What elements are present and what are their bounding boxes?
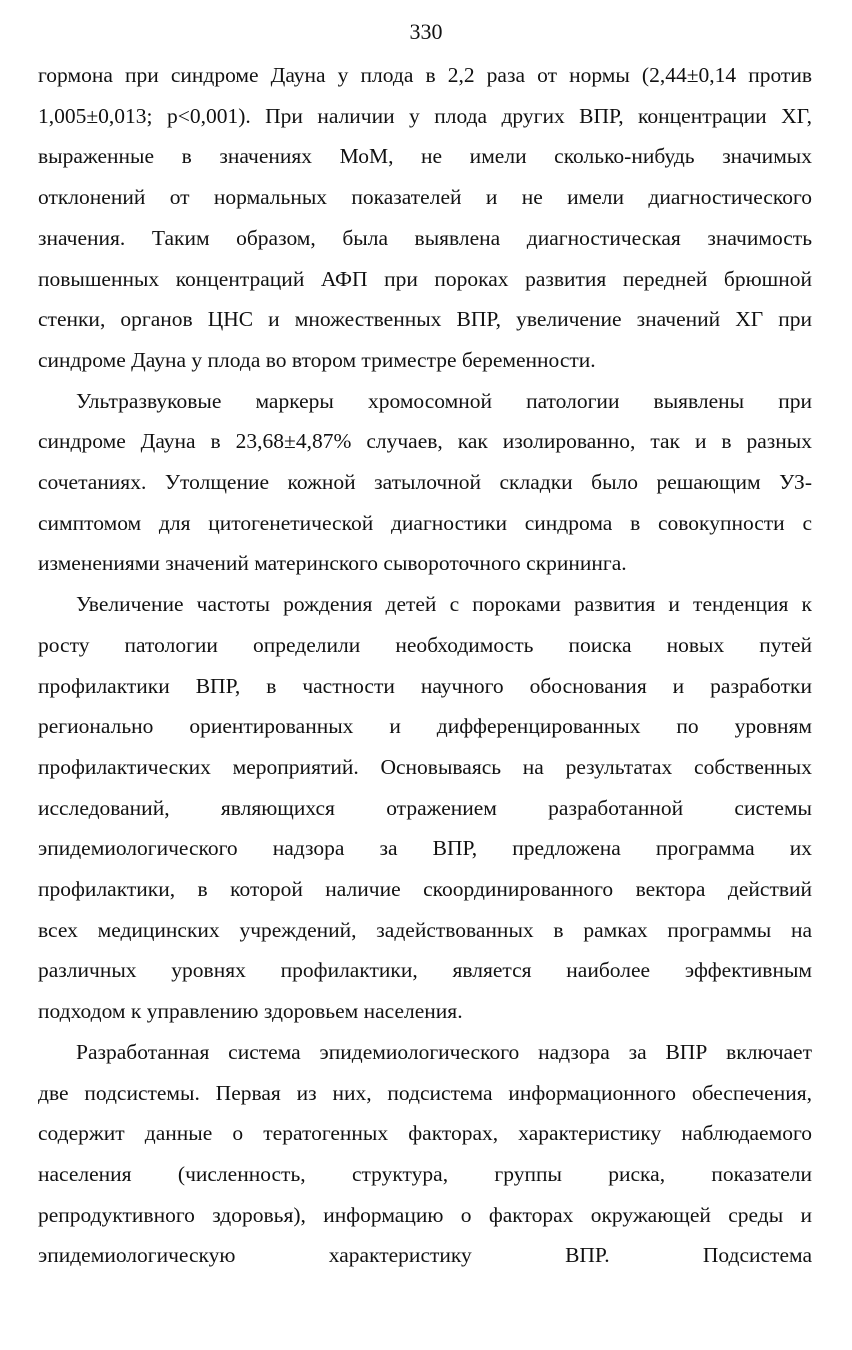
- text-line: Разработанная система эпидемиологического надзора за ВПР включает: [76, 1039, 812, 1064]
- body-text: [38, 55, 812, 1276]
- text-line: повышенных концентраций АФП при пороках развития передней брюшной: [38, 266, 812, 291]
- text-line: профилактики, в которой наличие скоординированного вектора действий: [38, 877, 812, 902]
- paragraph-4: [38, 1032, 812, 1276]
- text-line: синдроме Дауна у плода во втором триместре беременности.: [38, 347, 596, 372]
- text-line: значения. Таким образом, была выявлена диагностическая значимость: [38, 225, 812, 250]
- text-line: 1,005±0,013; p<0,001). При наличии у плода других ВПР, концентрации ХГ,: [38, 103, 812, 128]
- text-line: профилактики ВПР, в частности научного обоснования и разработки: [38, 673, 812, 698]
- text-line: синдроме Дауна в 23,68±4,87% случаев, как изолированно, так и в разных: [38, 429, 812, 454]
- text-line: Увеличение частоты рождения детей с пороками развития и тенденция к: [76, 592, 812, 617]
- text-line: сочетаниях. Утолщение кожной затылочной складки было решающим УЗ-: [38, 470, 812, 495]
- text-line: стенки, органов ЦНС и множественных ВПР, увеличение значений ХГ при: [38, 307, 812, 332]
- text-line: изменениями значений материнского сывороточного скрининга.: [38, 551, 627, 576]
- text-line: исследований, являющихся отражением разработанной системы: [38, 795, 812, 820]
- paragraph-3: [38, 584, 812, 1032]
- text-line: Ультразвуковые маркеры хромосомной патологии выявлены при: [76, 388, 812, 413]
- text-line: всех медицинских учреждений, задействованных в рамках программы на: [38, 917, 812, 942]
- paragraph-1: [38, 55, 812, 381]
- text-line: населения (численность, структура, группы риска, показатели: [38, 1161, 812, 1186]
- text-line: эпидемиологического надзора за ВПР, предложена программа их: [38, 836, 812, 861]
- page-number: 330: [409, 19, 443, 44]
- text-line: содержит данные о тератогенных факторах, характеристику наблюдаемого: [38, 1121, 812, 1146]
- text-line: гормона при синдроме Дауна у плода в 2,2 раза от нормы (2,44±0,14 против: [38, 63, 812, 87]
- text-line: симптомом для цитогенетической диагностики синдрома в совокупности с: [38, 510, 812, 535]
- text-line: регионально ориентированных и дифференцированных по уровням: [38, 714, 812, 739]
- text-line: две подсистемы. Первая из них, подсистема информационного обеспечения,: [38, 1080, 812, 1105]
- text-line: эпидемиологическую характеристику ВПР. Подсистема: [38, 1243, 812, 1268]
- text-line: подходом к управлению здоровьем населения.: [38, 999, 463, 1024]
- text-line: росту патологии определили необходимость поиска новых путей: [38, 632, 812, 657]
- text-line: профилактических мероприятий. Основываясь на результатах собственных: [38, 754, 812, 779]
- text-line: различных уровнях профилактики, является наиболее эффективным: [38, 958, 812, 983]
- text-line: отклонений от нормальных показателей и не имели диагностического: [38, 185, 812, 210]
- text-line: выраженные в значениях МоМ, не имели сколько-нибудь значимых: [38, 144, 812, 169]
- paragraph-2: [38, 381, 812, 585]
- text-line: репродуктивного здоровья), информацию о факторах окружающей среды и: [38, 1202, 812, 1227]
